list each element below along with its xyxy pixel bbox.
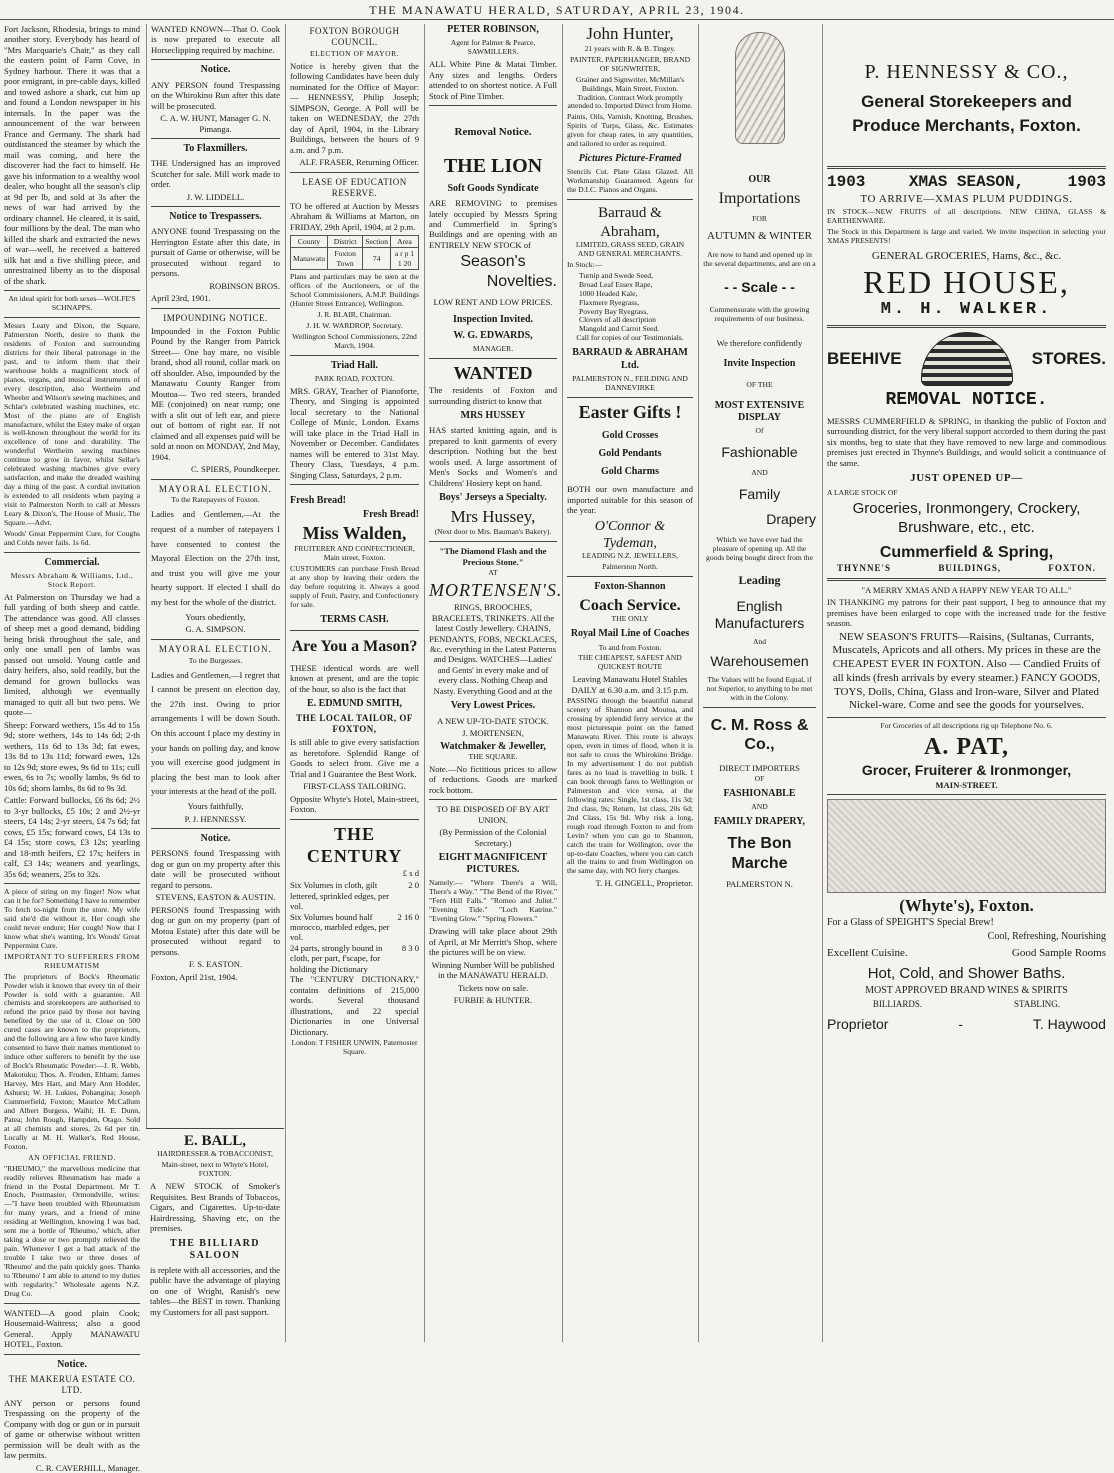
divider — [827, 325, 1106, 328]
divider — [4, 1303, 140, 1304]
robinson-name: PETER ROBINSON, — [447, 24, 539, 35]
divider — [4, 1354, 140, 1355]
seed-list — [567, 272, 693, 335]
divider — [567, 199, 693, 200]
barraud-address: PALMERSTON N., FEILDING AND DANNEVIRKE — [572, 373, 688, 392]
novelties-1: Season's — [460, 253, 526, 271]
table-header: Area — [391, 236, 419, 248]
fashionable-2: FASHIONABLE — [723, 788, 796, 800]
wanted-text: The residents of Foxton and surrounding district to know that — [429, 385, 557, 406]
lion-headline: THE LION — [443, 155, 543, 178]
xmas-text: The Stock in this Department is large and varied. We invite inspection in selecting your XMAS PRESENTS! — [827, 226, 1106, 245]
ball-ad — [146, 1128, 284, 1342]
coach-cheapest: THE CHEAPEST, SAFEST AND QUICKEST ROUTE — [578, 653, 682, 672]
baths: Hot, Cold, and Shower Baths. — [867, 964, 1066, 982]
triad-heading: Triad Hall. — [330, 359, 379, 371]
lion-subtitle: Soft Goods Syndicate — [447, 182, 539, 194]
buildings-label: BUILDINGS, — [938, 562, 1002, 573]
divider — [4, 290, 140, 291]
art-union-heading: TO BE DISPOSED OF BY ART UNION. — [436, 804, 550, 825]
hennessy-subtitle: General Storekeepers and Produce Merchants, Foxton. — [852, 92, 1081, 136]
hotel-extras — [827, 999, 1106, 1010]
column-5 — [562, 24, 697, 1342]
notice-heading-2: Notice. — [200, 833, 231, 845]
simpson-signature: G. A. SIMPSON. — [185, 624, 246, 635]
xmas-subtitle: TO ARRIVE—XMAS PLUM PUDDINGS. — [860, 192, 1073, 205]
divider — [290, 630, 419, 631]
ball-subtitle: HAIRDRESSER & TOBACCONIST, — [157, 1149, 273, 1159]
gift-item: Gold Crosses — [601, 429, 659, 441]
hussey-heading: MRS HUSSEY — [460, 410, 526, 422]
century-item-label: Six Volumes in cloth, gilt lettered, sprinkled edges, per vol. — [290, 880, 390, 912]
hennessy-signature: P. J. HENNESSY. — [184, 813, 247, 824]
century-item-price: 2 0 — [408, 880, 419, 891]
cummerfield-name: Cummerfield & Spring, — [879, 544, 1054, 562]
art-union-permission: (By Permission of the Colonial Secretary.) — [439, 827, 547, 848]
simpson-letter: Ladies and Gentlemen,—At the request of a number of ratepayers I have consented to contest the Mayoral Election on the 27th inst, and trust you will give me your hearty support. If elected I shall do my best for the whole of the district. — [151, 509, 280, 608]
hunter-materials: Paints, Oils, Varnish, Knotting, Brushes, Spirits of Turps, Glass, &c. Estimates given for cheap rates, in any quantities, and tailored to order as required. — [567, 112, 693, 149]
lease-table — [290, 235, 419, 270]
table-cell: a r p 1 1 20 — [391, 248, 419, 270]
family-drapery: FAMILY DRAPERY, — [713, 816, 806, 828]
stevens-notice: PERSONS found Trespassing with dog or gun on my property after this date will be prosecuted without regard to persons. — [151, 848, 280, 890]
barraud-signature: BARRAUD & ABRAHAM Ltd. — [572, 347, 688, 371]
divider — [4, 883, 140, 884]
lion-text: ARE REMOVING to premises lately occupied by Messrs Spring and Cummerfield in Spring's Buildings and are opening with an ENTIRELY NEW STOCK of — [429, 198, 557, 250]
ball-name: E. BALL, — [183, 1133, 247, 1149]
divider — [429, 799, 557, 800]
coach-text: PASSING through the beautiful natural scenery of Shannon and Moutoa, and crossing by splendid ferry service at the most picturesque point on the famed Manawatu River. This route is always open, even in times of flood, when it is not safe to cross the Whirokino Bridge. In my advertisement I do not publish fares as no load is travelling in bulk. I can book through fares to Wellington or Palmerston and vice versa, at the following rates: Single, 1st class, 11s 3d; 2nd class, 9s; Return, 1st class, 20s 6d; 2nd Class, 15s 9d. Why risk a long, rough road through Foxton to and from Levin? when you can go to Shannon, catch the train for Wellington, over the up-to-date Coaches, where you can catch all the trains to and from Wellington on the same day, with NO ferry charges. — [567, 696, 693, 876]
triad-notice: MRS. GRAY, Teacher of Pianoforte, Theory, and Singing is appointed local secretary to the National College of Music, London. Exams will take place in the Triad Hall in November or December. Candidates names will be entered to 31st May. Theory Class, Tuesdays, 4 p.m. Singing Class, Saturdays, 2 p.m. — [290, 385, 419, 480]
hennessy-name: P. HENNESSY & CO., — [864, 61, 1069, 83]
merry-xmas: "A MERRY XMAS AND A HAPPY NEW YEAR TO ALL." — [861, 584, 1072, 595]
flaxmillers-notice: THE Undersigned has an improved Scutcher for sale. Mill work made to order. — [151, 158, 280, 190]
cool-refreshing: Cool, Refreshing, Nourishing — [987, 930, 1106, 942]
jerseys-headline: Boys' Jerseys a Specialty. — [439, 492, 547, 504]
billiards: BILLIARDS. — [872, 998, 923, 1009]
simpson-closing: Yours obediently, — [185, 611, 246, 622]
list-item: Mangold and Carrot Seed. — [579, 324, 660, 334]
fashionable: Fashionable — [721, 443, 798, 460]
divider — [290, 819, 419, 820]
xmas-stock: IN STOCK—NEW FRUITS of all descriptions. NEW CHINA, GLASS & EARTHENWARE. — [827, 206, 1106, 225]
notice-heading: Notice. — [200, 64, 231, 76]
easton-notice: PERSONS found Trespassing with dog or gun on my property (part of Motoa Estate) after this date will be prosecuted without regard to persons. — [151, 904, 280, 957]
shark-story: Fort Jackson, Rhodesia, brings to mind another story. Everybody has heard of "Mrs Macquarie's Chair," as they call the eastern point of Farm Cove, in Sydney harbour. There it was that a poor emigrant, in pre-cable days, killed and towed ashore a shark, cut him up and found a London newspaper in his internals. In the paper was the announcement of the war between France and Germany. The shark had outdistanced the steamer by which the mail was coming, and here the discoverer had the fact to himself. He gave his information to a wealthy wool dealer, who bought all the season's clip at 9d per lb, and sold at 3s after the news of war had arrived by the ordinary channel. He cleared, it is said, four millions by the deal. The man who killed the shark and extracted the news of war—well, he received a battered silk hat and a five shilling piece, and unrestrained liberty as to the disposal of the shark. — [4, 24, 140, 286]
walden-terms: TERMS CASH. — [320, 614, 389, 625]
divider — [703, 707, 816, 708]
hussey-text: HAS started knitting again, and is prepared to knit garments of every description. Nothing but the best wools used. A large assortment of Men's Socks and Women's and Childrens' Hosiery kept on hand. — [429, 425, 557, 488]
hunter-subtitle: 21 years with R. & B. Tingey. — [584, 43, 676, 53]
now-to-hand: Are now to hand and opened up in the several departments, and are on a — [703, 250, 816, 269]
list-item: Flaxmere Ryegrass, — [579, 297, 640, 307]
century-item-label: 24 parts, strongly bound in cloth, per part, f'scape, for holding the Dictionary — [290, 942, 383, 974]
rheumo-ad: "RHEUMO," the marvellous medicine that readily relieves Rheumatism has made a friend in the Postal Department. Mr T. Enoch, Postmaster, Ormondville, writes:—"I have been troubled with Rheumatism for many years, and a friend of mine residing at Wellington, knowing I was bad, sent me a bottle of 'Rheumo,' which, after taking a dose or two promptly relieved the pain. Whenever I get a bad attack of the trouble I take two or three doses of 'Rheumo' and the pain quickly goes. Thanks to 'Rheumo' I am able to attend to my duties with regularity." Wholesale agents N.Z. Drug Co. — [4, 1163, 140, 1298]
smith-address: Opposite Whyte's Hotel, Main-street, Foxton. — [290, 793, 419, 815]
beehive-header — [827, 332, 1106, 386]
divider — [827, 794, 1106, 795]
robinson-text: ALL White Pine & Matai Timber. Any sizes and lengths. Orders attended to on shortest notice. A Full Stock of Pine Timber. — [429, 59, 557, 101]
makerua-notice: ANY person or persons found Trespassing on the property of the Company with dog or gun or in pursuit of game or otherwise without written permission will be dealt with as the law permits. — [4, 1397, 140, 1461]
palmerston: PALMERSTON N. — [726, 879, 793, 890]
robinson-subtitle: Agent for Palmer & Pearce, SAWMILLERS. — [450, 38, 536, 57]
mason-text: THESE identical words are well known at present, and are the topic of the hour, so also is the fact that — [290, 662, 419, 694]
lease-signature-2: J. H. W. WARDROP, Secretary. — [306, 320, 403, 330]
most-extensive: MOST EXTENSIVE DISPLAY — [714, 399, 805, 423]
saloon-heading: THE BILLIARD SALOON — [170, 1237, 260, 1261]
edwards-title: MANAGER. — [472, 344, 514, 354]
oconnor-name: O'Connor & Tydeman, — [594, 518, 666, 551]
for-label: FOR — [752, 213, 767, 223]
of-the: OF THE — [746, 379, 773, 389]
trespassers-notice: ANYONE found Trespassing on the Herrington Estate after this date, in pursuit of Game or otherwise, will be prosecuted without regard to persons. — [151, 226, 280, 279]
table-cell: Foxton Town — [328, 248, 363, 270]
oconnor-subtitle: LEADING N.Z. JEWELLERS, — [582, 550, 678, 560]
commercial-subheading: Messrs Abraham & Williams, Ltd., Stock Report. — [10, 571, 134, 589]
century-item — [290, 912, 419, 943]
drawing-text: Drawing will take place about 29th of April, at Mr Merritt's Shop, where the pictures will be on view. — [429, 926, 557, 958]
pat-street: MAIN-STREET. — [935, 779, 998, 790]
hunter-text: Grainer and Signwriter, McMillan's Buildings, Main Street, Foxton. Tradition, Contract Work promptly attended to. Imported Direct from Home. — [567, 74, 693, 111]
divider — [429, 105, 557, 106]
removal-notice: REMOVAL NOTICE. — [885, 390, 1048, 411]
barraud-name: Barraud & Abraham, — [598, 205, 662, 240]
divider — [290, 172, 419, 173]
official-friend-heading: AN OFFICIAL FRIEND. — [28, 1152, 116, 1162]
picture-framing: Pictures Picture-Framed — [578, 153, 682, 165]
triad-address: PARK ROAD, FOXTON. — [314, 373, 395, 383]
hunter-stencils: Stencils Cut. Plate Glass Glazed. All Workmanship Guaranteed. Agents for the D.I.C. Pianos and Organs. — [567, 167, 693, 195]
importations-headline: Importations — [718, 190, 801, 208]
smith-subtitle: THE LOCAL TAILOR, OF FOXTON, — [296, 713, 413, 735]
mason-headline: Are You a Mason? — [291, 638, 418, 656]
proprietor-label: Proprietor — [827, 1015, 889, 1032]
removal-text: MESSRS CUMMERFIELD & SPRING, in thanking the public of Foxton and surrounding district, for the very liberal support accorded to them during the past six months, beg to state that they have removed to new large and commodious premises just erected in Thynne's Buildings, and would solicit a continuance of the same. — [827, 416, 1106, 468]
hussey-name: Mrs Hussey, — [450, 507, 536, 527]
edwards-name: W. G. EDWARDS, — [453, 330, 533, 342]
english-manufacturers: English Manufacturers — [714, 597, 805, 631]
hennessy-letter: Ladies and Gentlemen,—I regret that I cannot be present on election day, the 27th inst. Owing to prior arrangements I will be down South. On this account I place my destiny in your hands on polling day, and know you will exercise good judgment in placing the best man to look after your interests at the head of the poll. — [151, 669, 280, 797]
impounding-signature: C. SPIERS, Poundkeeper. — [190, 464, 280, 475]
lease-signature-3: Wellington School Commissioners, 22nd March, 1904. — [292, 331, 417, 350]
whirokino-notice: ANY PERSON found Trespassing on the Whirokino Run after this date will be prosecuted. — [151, 79, 280, 111]
general-groceries: GENERAL GROCERIES, Hams, &c., &c. — [871, 249, 1062, 262]
market-report: At Palmerston on Thursday we had a full yarding of both sheep and cattle. The attendance was good. All classes of sheep met a good demand, bidding being brisk throughout the sale, and only one small pen of lambs was passed out unsold. Young cattle and dairy heifers, also, sold readily, but the demand for grown bullocks was limited, although we eventually managed to quit all but two pens. We quote— — [4, 591, 140, 718]
century-publisher: London: T FISHER UNWIN, Paternoster Square. — [291, 1038, 418, 1057]
lease-details: Plans and particulars may be seen at the offices of the Auctioneers, or of the School Commissioners, A.M.P. Buildings (Hunter Street Entrance), Wellington. — [290, 271, 419, 308]
oconnor-address: Palmerston North. — [602, 561, 658, 571]
beehive-label: BEEHIVE — [827, 348, 902, 368]
flaxmillers-signature: J. W. LIDDELL. — [186, 191, 245, 202]
fruits-text: NEW SEASON'S FRUITS—Raisins, (Sultanas, Currants, Muscatels, Apricots and all others. My prices in these are the CHEAPEST EVER IN FOXTON. Also — Candied Fruits of all kinds (fresh arrivals by every steamer.) FANCY GOODS, TOYS, Dolls, China, Glass and Iron-ware, Silver and Plated Nickel-ware. Come and see the goods for yourselves. — [832, 630, 1101, 712]
wines-spirits: MOST APPROVED BRAND WINES & SPIRITS — [865, 984, 1068, 996]
century-currency: £ s d — [402, 867, 419, 878]
stevens-signature: STEVENS, EASTON & AUSTIN. — [155, 892, 276, 903]
direct-importers: DIRECT IMPORTERS — [719, 762, 800, 773]
century-item — [290, 880, 419, 911]
xmas-title: XMAS SEASON, — [908, 172, 1025, 191]
lowest-prices: Very Lowest Prices. — [450, 700, 536, 712]
divider — [151, 206, 280, 207]
divider — [290, 484, 419, 485]
list-item: Clovers of all description — [579, 315, 656, 325]
foxton-label: FOXTON. — [1048, 562, 1096, 573]
divider — [827, 578, 1106, 581]
lion-prices: LOW RENT AND LOW PRICES. — [433, 297, 553, 308]
divider — [290, 355, 419, 356]
divider — [151, 59, 280, 60]
wanted-headline: WANTED — [453, 363, 533, 384]
column-4 — [424, 24, 561, 1342]
red-house: RED HOUSE, — [863, 264, 1070, 301]
mortensen-location: THE SQUARE. — [468, 751, 518, 761]
up-to-date-stock: A NEW UP-TO-DATE STOCK. — [437, 715, 549, 726]
century-text: The "CENTURY DICTIONARY," contains definitions of 215,000 words. Several thousand illustrations, and 22 special Dictionaries in one Universal Dictionary. — [290, 974, 419, 1037]
mortensen-name: MORTENSEN'S. — [429, 580, 563, 601]
ross-name: C. M. Ross & Co., — [710, 716, 809, 754]
mayoral-addressee-2: To the Burgesses. — [188, 655, 243, 665]
divider — [567, 576, 693, 577]
hunter-name: John Hunter, — [586, 24, 674, 43]
smith-name: E. EDMUND SMITH, — [306, 698, 402, 710]
easter-text: BOTH our own manufacture and imported suitable for this season of the year. — [567, 484, 693, 516]
of-label: Of — [755, 425, 764, 435]
column-7 — [822, 24, 1110, 1342]
diamond-headline: "The Diamond Flash and the Precious Stone." — [439, 546, 547, 567]
and-label-3: AND — [751, 802, 768, 812]
pointing-hand-illustration — [735, 32, 785, 144]
divider — [151, 479, 280, 480]
bread-headline-2: Fresh Bread! — [362, 509, 419, 521]
century-item-label: Six Volumes bound half morocco, marbled edges, per vol. — [290, 911, 390, 943]
removal-heading: Removal Notice. — [454, 126, 532, 139]
masthead: THE MANAWATU HERALD, SATURDAY, APRIL 23, 1904. — [0, 0, 1114, 20]
impounding-notice: Impounded in the Foxton Public Pound by the Ranger from Patrick Street— One bay mare, no visible brand, shod all round, collar mark on off shoulder. Also, impounded by the Manawatu County Ranger from Moutoa— Two red steers, branded ME (conjoined) on near rump; one with a slit out of left ear, and piece out of bottom of right ear. If not claimed and all expenses paid will be sold at noon on MONDAY, 2nd May, 1904. — [151, 325, 280, 462]
invite-inspection: Invite Inspection — [723, 358, 796, 370]
scale-headline: - - Scale - - — [724, 278, 795, 295]
list-item: Poverty Bay Ryegrass, — [579, 306, 649, 316]
mayoral-addressee-1: To the Ratepayers of Foxton. — [171, 495, 260, 505]
divider — [4, 552, 140, 553]
values-text: The Values will be found Equal, if not Superior, to anything to be met with in the Colony. — [706, 674, 813, 702]
divider — [151, 639, 280, 640]
hotel-features — [827, 947, 1106, 960]
mortensen-signature: J. MORTENSEN, — [462, 728, 524, 739]
our-label: OUR — [748, 174, 771, 185]
century-headline: THE CENTURY — [306, 823, 403, 866]
and-label-2: And — [752, 636, 767, 646]
which-text: Which we have ever had the pleasure of opening up. All the goods being bought direct from the — [706, 535, 813, 562]
table-header: Section — [363, 236, 391, 248]
proprietor-row — [827, 1016, 1106, 1033]
just-opened: JUST OPENED UP— — [910, 472, 1023, 485]
diamond-at: AT — [488, 568, 498, 578]
pictures-headline: EIGHT MAGNIFICENT PICTURES. — [438, 852, 548, 876]
coach-to-from: To and from Foxton. — [598, 642, 662, 652]
family: Family — [738, 485, 781, 502]
column-6 — [698, 24, 820, 1342]
furbie-signature: FURBIE & HUNTER. — [453, 995, 533, 1006]
telephone: For Groceries of all descriptions rig up Telephone No. 6. — [880, 721, 1053, 731]
testimonials: Call for copies of our Testimonials. — [576, 333, 684, 343]
piano-ad: Messrs Leaty and Dixon, the Square, Palmerston North, desire to thank the residents of Foxton and surrounding districts for their liberal patronage in the past, and to inform them that their warehouse holds a magnificent stock of pianos, organs, and musical instruments of every description, also Wertheim and Wheeler and Wilson's sewing machines, and Schlar's celebrated washing machines, etc. Most of the piano are of English manufacture, whilst the Estey make of organ is well-known throughout the world for its excellence of tone and durability. The wonderful Wertheim sewing machines continue to grow in favor, whilst Sellar's celebrated washing machines give every satisfaction, and make the dreaded washing day a thing of the past. A cordial invitation is extended to all residents when paying a visit to Palmerston North to call at Messrs Leary & Dixon's, The House of Music, The Square.—Advt. — [4, 321, 140, 527]
easter-headline: Easter Gifts ! — [578, 401, 682, 422]
warehousemen: Warehousemen — [710, 652, 809, 669]
impounding-heading: IMPOUNDING NOTICE. — [163, 312, 268, 323]
winning-number: Winning Number Will be published in the MANAWATU HERALD. — [431, 959, 555, 981]
and-label: AND — [751, 467, 768, 477]
easton-date: Foxton, April 21st, 1904. — [151, 971, 238, 982]
table-cell: 74 — [363, 248, 391, 270]
thanking-text: IN THANKING my patrons for their past support, I beg to announce that my premises have been enlarged to cope with the increased trade for the festive season. — [827, 597, 1106, 629]
lease-notice: TO be offered at Auction by Messrs Abraham & Williams at Marton, on FRIDAY, 29th April, 1904, at 2 p.m. — [290, 200, 419, 232]
autumn-winter: AUTUMN & WINTER — [707, 229, 812, 242]
hotel-illustration — [827, 799, 1106, 893]
sample-rooms: Good Sample Rooms — [1011, 947, 1106, 960]
smith-text: Is still able to give every satisfaction as heretofore. Splendid Range of Goods to select from. Give me a Trial and I Guarantee the Best Work. — [290, 737, 419, 779]
rheumatism-ad: The proprietors of Bock's Rheumatic Powder wish it known that every tin of their Powder is sold with a guarantee. All chemists and storekeepers are authorised to refund the price paid by those not having benefited by the use of it. Close on 500 cured cases are known to the proprietors, and the following are a few who have kindly consented to have their names mentioned to induce other sufferers to benefit by the use of Bock's Rheumatic Powder:—J. R. Webb, Makotuku; Thos. A. Fruden, Eltham; James Harvey, Mrs Hart, and Mary Ann Hodder, Ashurst; W. H. Lukies, Pohangina; Joseph Cummerfield, Foxton; Maurice McCallum and Albert Burgess, Waihi; H. E. Dunn, Patea; John Rough, Hampden, Otago. Sold at all chemists and stores, 2s 6d per tin. Locally at M. H. Walker's, Red House, Foxton. — [4, 971, 140, 1151]
drapery: Drapery — [766, 511, 816, 528]
inspection-invited: Inspection Invited. — [452, 313, 533, 325]
trespassers-heading: Notice to Trespassers. — [169, 211, 262, 223]
pat-name: A. PAT, — [924, 734, 1009, 761]
sheep-prices: Sheep: Forward wethers, 15s 4d to 15s 9d; store wethers, 14s to 14s 6d; 2-th wethers, 11s 6d to 13s 3d; fat ewes, 13s 8d to 13s 11d; forward ewes, 12s to 12s 9d; store ewes, 9s 6d to 11s; cull ewes, 6s to 7s; woolly lambs, 9s 6d to 10s 6d; shorn lambs, 8s 6d to 9s 3d. — [4, 719, 140, 793]
smith-tailoring: FIRST-CLASS TAILORING. — [303, 781, 406, 792]
table-header: County — [291, 236, 328, 248]
makerua-heading: THE MAKERUA ESTATE CO. LTD. — [8, 1374, 136, 1395]
beehive-icon — [921, 332, 1013, 386]
xmas-header — [827, 173, 1106, 193]
mayoral-heading-2: MAYORAL ELECTION. — [158, 643, 273, 654]
pat-subtitle: Grocer, Fruiterer & Ironmonger, — [861, 762, 1072, 779]
divider — [567, 397, 693, 398]
council-notice: Notice is hereby given that the following Candidates have been duly nominated for the Office of Mayor:— HENNESSY, Philip Joseph; SIMPSON, George. A Poll will be taken on WEDNESDAY, the 27th day of April, 1904, in the Library Buildings, between the hours of 9 a.m. and 7 p.m. — [290, 60, 419, 155]
coach-route: Foxton-Shannon — [594, 580, 666, 592]
mortensen-trade: Watchmaker & Jeweller, — [440, 740, 546, 752]
mortensen-note: Note.—No fictitious prices to allow of reductions. Goods are marked rock bottom. — [429, 763, 557, 795]
commercial-heading: Commercial. — [44, 556, 100, 568]
century-item — [290, 943, 419, 974]
thynne-label: THYNNE'S — [837, 562, 892, 573]
xmas-year: 1903 — [1067, 172, 1106, 191]
divider — [151, 308, 280, 309]
coach-headline: Coach Service. — [579, 596, 681, 614]
list-item: Turnip and Swede Seed, — [579, 270, 653, 280]
lease-signature-1: J. R. BLAIR, Chairman. — [317, 309, 392, 319]
notice-heading: Notice. — [57, 1358, 87, 1370]
council-subheading: ELECTION OF MAYOR. — [309, 48, 400, 58]
council-signature: ALF. FRASER, Returning Officer. — [299, 157, 419, 168]
or-label: OF — [754, 774, 765, 784]
proprietor-dash: - — [958, 1015, 963, 1032]
thynne-address — [827, 563, 1106, 574]
mayoral-heading-1: MAYORAL ELECTION. — [158, 483, 273, 494]
coach-only: THE ONLY — [611, 614, 649, 624]
council-heading: FOXTON BOROUGH COUNCIL. — [309, 26, 400, 47]
proprietor-name: T. Haywood — [1032, 1015, 1106, 1032]
table-header: District — [328, 236, 363, 248]
list-item: Broad Leaf Essex Rape, — [579, 279, 653, 289]
rheumatism-heading: IMPORTANT TO SUFFERERS FROM RHEUMATISM — [4, 951, 140, 970]
walden-name: Miss Walden, — [302, 523, 407, 544]
barraud-in-stock: In Stock:— — [567, 259, 603, 269]
goods-list: Groceries, Ironmongery, Crockery, Brushware, etc., etc. — [852, 499, 1081, 536]
divider — [4, 317, 140, 318]
hussey-address: (Next door to Mrs. Bauman's Bakery). — [434, 527, 552, 537]
table-cell: Manawatu — [291, 248, 328, 270]
large-stock: A LARGE STOCK OF — [827, 487, 898, 497]
divider — [827, 166, 1106, 169]
whirokino-signature: C. A. W. HUNT, Manager G. N. Pimanga. — [160, 113, 271, 134]
barraud-subtitle: LIMITED, GRASS SEED, GRAIN AND GENERAL MERCHANTS. — [575, 239, 685, 258]
divider — [429, 358, 557, 359]
gingell-signature: T. H. GINGELL, Proprietor. — [595, 878, 693, 889]
makerua-signature: C. R. CAVERHILL, Manager. — [35, 1462, 140, 1473]
lease-heading: LEASE OF EDUCATION RESERVE. — [302, 176, 407, 198]
peppermint-ad: Woods' Great Peppermint Cure, for Coughs and Colds never fails. 1s 6d. — [4, 528, 140, 547]
bon-marche: The Bon Marche — [727, 835, 792, 872]
commensurate: Commensurate with the growing requirements of our business. — [709, 305, 810, 323]
peppermint-poem: A piece of string on my finger! Now what can it be for? Something I have to remember To fetch to-night from the store. My wife said she'd die without it, Her cough she could never endure; Her cough! Now that I know what she's wanting, It's Woods' Great Peppermint Cure. — [4, 887, 140, 950]
column-1 — [4, 24, 144, 1473]
stores-label: STORES. — [1031, 348, 1106, 368]
leading: Leading — [738, 572, 781, 587]
divider — [429, 541, 557, 542]
walden-notice: CUSTOMERS can purchase Fresh Bread at any shop by leaving their orders the day before requiring it. Always a good supply of Fruit, Pastry, and Confectionery for sale. — [290, 564, 419, 610]
cuisine: Excellent Cuisine. — [827, 947, 908, 960]
gift-item: Gold Charms — [600, 465, 660, 477]
we-confidently: We therefore confidently — [716, 337, 803, 348]
walker-name: M. H. WALKER. — [880, 300, 1053, 320]
pictures-list: Namely:— "Where There's a Will, There's a Way." "The Bend of the River." "Fern Hill Falls." "Romeo and Juliet." "Evening Tide." "Loch Katrine." "Evening Glow." "Spring Flowers." — [429, 878, 557, 924]
hennessy-closing: Yours faithfully, — [187, 801, 244, 812]
speight-brew: For a Glass of SPEIGHT'S Special Brew! — [827, 916, 994, 928]
flaxmillers-heading: To Flaxmillers. — [183, 143, 248, 155]
gift-item: Gold Pendants — [598, 447, 662, 459]
divider — [827, 717, 1106, 718]
divider — [151, 138, 280, 139]
bread-headline-1: Fresh Bread! — [290, 495, 347, 506]
schnapps-ad: An ideal spirit for both sexes—WOLFE'S SCHNAPPS. — [8, 294, 136, 313]
cattle-prices: Cattle: Forward bullocks, £6 8s 6d; 2½ to 3-yr bullocks, £5 10s; 2 and 2½-yr steers, £4 14s; 2-yr steers, £4 7s 6d; fat cows, £5 15s; forward cows, £4 13s to £4 15s; store cows, £3 12s; yearling and 18-mth heifers, £2 17s; heifers in calf, £3 14s; weaners and yearlings, 35s 6d; weaners, 25s to 32s. — [4, 795, 140, 879]
xmas-year: 1903 — [827, 172, 866, 191]
ball-text: A NEW STOCK of Smoker's Requisites. Best Brands of Tobaccos, Cigars, and Cigarettes. Up-to-date Hairdressing, Shaving etc, on the premises. — [150, 1181, 280, 1234]
divider — [151, 828, 280, 829]
column-3 — [285, 24, 423, 1342]
tickets: Tickets now on sale. — [457, 982, 529, 993]
hunter-trade: PAINTER, PAPERHANGER, BRAND OF SIGNWRITER, — [569, 54, 691, 73]
century-item-price: 2 16 0 — [397, 911, 419, 922]
easton-signature: F. S. EASTON. — [188, 959, 243, 970]
coach-leaving: Leaving Manawatu Hotel Stables DAILY at 6.30 a.m. and 3.15 p.m. — [571, 674, 689, 695]
stabling: STABLING. — [1014, 998, 1061, 1009]
whytes-name: (Whyte's), Foxton. — [899, 895, 1034, 915]
list-item: 1000 Headed Kale, — [579, 288, 638, 298]
trespassers-date: April 23rd, 1901. — [151, 293, 211, 304]
century-item-price: 8 3 0 — [401, 942, 419, 953]
trespassers-signature: ROBINSON BROS. — [209, 280, 280, 291]
ball-address: Main-street, next to Whyte's Hotel, FOXTON. — [161, 1160, 269, 1179]
walden-subtitle: FRUITERER AND CONFECTIONER, Main street, Foxton. — [294, 544, 415, 563]
saloon-text: is replete with all accessories, and the public have the advantage of playing on one of Wright, Ranish's new tables—the BEST in town. Thanking my Customers for all past support. — [150, 1264, 280, 1317]
mortensen-list: RINGS, BROOCHES, BRACELETS, TRINKETS. All the latest Costly Jewellery. CHAINS, PENDANTS, FOBS, NECKLACES, &c. everything in the Latest Patterns and Designs. WATCHES—Ladies' and Gents' in every make and of every class. Nothing Cheap and Nasty. Everything Good and at the — [429, 602, 557, 696]
wanted-cook-ad: WANTED—A good plain Cook; Housemaid-Waitress; also a good General. Apply MANAWATU HOTEL, Foxton. — [4, 1307, 140, 1350]
novelties-2: Novelties. — [486, 272, 557, 290]
cook-notice: WANTED KNOWN—That O. Cook is now prepared to execute all Horseclipping required by machine. — [151, 24, 280, 55]
royal-mail: Royal Mail Line of Coaches — [570, 628, 690, 640]
